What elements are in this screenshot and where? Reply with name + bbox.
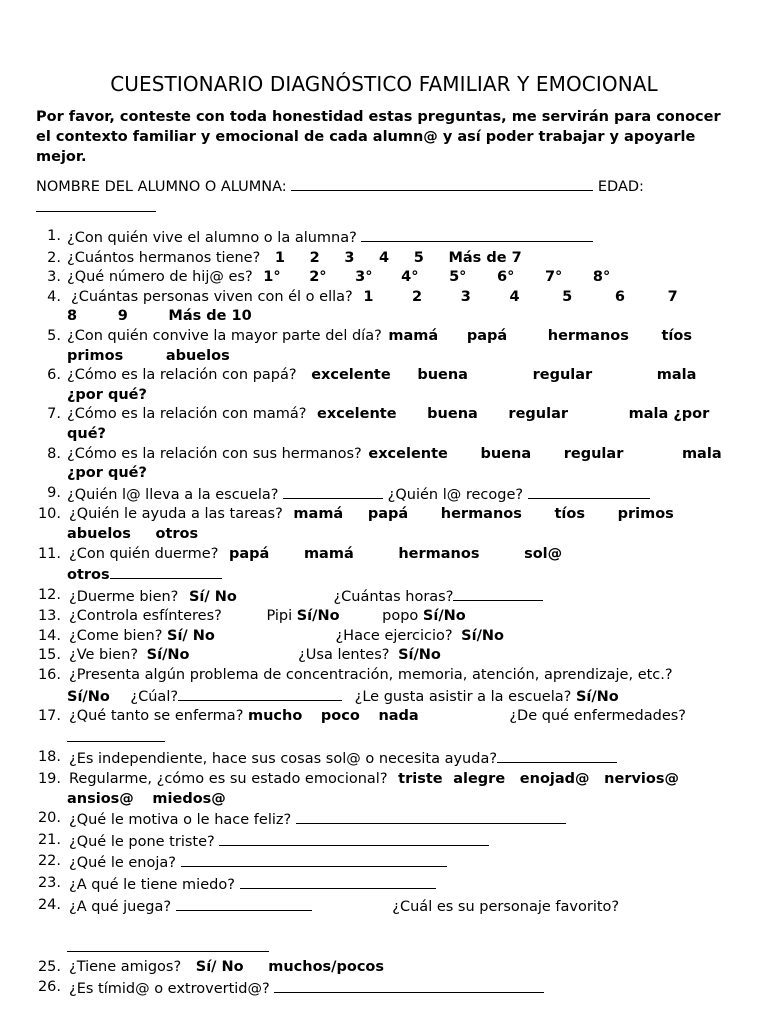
- question-list: [0, 227, 768, 1000]
- answer-field[interactable]: [528, 484, 650, 499]
- page-title: CUESTIONARIO DIAGNÓSTICO FAMILIAR Y EMOCIONAL: [110, 72, 658, 96]
- option[interactable]: primos: [617, 506, 674, 523]
- option[interactable]: mala: [681, 445, 722, 462]
- option[interactable]: 2°: [309, 269, 327, 286]
- option[interactable]: 3: [344, 249, 355, 266]
- option[interactable]: 6: [614, 288, 625, 305]
- question-21: 21. ¿Qué le pone triste?: [67, 831, 737, 853]
- option[interactable]: otros: [155, 525, 199, 542]
- option[interactable]: Sí/No: [67, 688, 110, 705]
- answer-field[interactable]: [361, 227, 593, 242]
- question-4: 4. ¿Cuántas personas viven con él o ella? 1 2 3 4 5 6 7 8 9 Más de 10: [47, 288, 678, 325]
- option[interactable]: 7°: [544, 269, 563, 286]
- option[interactable]: nervios@: [604, 771, 679, 788]
- option[interactable]: papá: [367, 506, 409, 523]
- question-16: 16. ¿Presenta algún problema de concentración, memoria, atención, aprendizaje, etc.? Sí/No ¿Cúal? ¿Le gusta asistir a la escuela? Sí/No: [37, 667, 673, 705]
- question-9: 9. ¿Quién l@ lleva a la escuela? ¿Quién l@ recoge?: [67, 484, 737, 506]
- option[interactable]: Sí/No: [398, 647, 441, 664]
- option[interactable]: 7: [667, 288, 678, 305]
- option[interactable]: tíos: [554, 506, 585, 523]
- age-field[interactable]: [36, 197, 156, 212]
- option[interactable]: buena: [480, 445, 532, 462]
- question-11: 11. ¿Con quién duerme? papá mamá hermanos sol@ otros: [37, 545, 563, 584]
- question-25: 25. ¿Tiene amigos? Sí/ No muchos/pocos: [37, 959, 385, 976]
- option[interactable]: 5: [562, 288, 573, 305]
- option[interactable]: abuelos: [67, 525, 131, 542]
- option[interactable]: papá: [229, 545, 270, 562]
- option[interactable]: buena: [417, 367, 468, 384]
- option[interactable]: muchos/pocos: [268, 959, 385, 976]
- question-19: 19. Regularme, ¿cómo es su estado emocional? triste alegre enojad@ nervios@ ansios@ miedos@: [37, 771, 679, 807]
- option[interactable]: excelente: [317, 406, 397, 423]
- option[interactable]: otros: [67, 567, 110, 584]
- option[interactable]: abuelos: [165, 347, 230, 364]
- option[interactable]: enojad@: [519, 771, 590, 788]
- question-24: 24. ¿A qué juega? ¿Cuál es su personaje favorito?: [67, 896, 737, 959]
- option[interactable]: miedos@: [152, 790, 226, 807]
- option[interactable]: Sí/No: [461, 627, 504, 644]
- option[interactable]: 2: [412, 288, 423, 305]
- option[interactable]: hermanos: [398, 545, 480, 562]
- option[interactable]: Más de 7: [448, 249, 522, 266]
- question-5: 5. ¿Con quién convive la mayor parte del día? mamá papá hermanos tíos primos abuelos: [47, 327, 692, 364]
- option[interactable]: mamá: [303, 545, 354, 562]
- question-7: 7. ¿Cómo es la relación con mamá? excelente buena regular mala ¿por qué?: [47, 406, 710, 442]
- answer-field[interactable]: [67, 727, 165, 742]
- option[interactable]: Sí/ No: [167, 627, 215, 644]
- option[interactable]: 6°: [497, 269, 515, 286]
- option[interactable]: buena: [427, 406, 478, 423]
- option[interactable]: mamá: [388, 327, 439, 344]
- answer-field[interactable]: [274, 978, 544, 993]
- option[interactable]: 4: [379, 249, 390, 266]
- option[interactable]: hermanos: [440, 506, 522, 523]
- option[interactable]: ansios@: [67, 790, 134, 807]
- answer-field[interactable]: [176, 896, 312, 911]
- option[interactable]: 5: [413, 249, 424, 266]
- option[interactable]: Sí/No: [422, 608, 466, 625]
- option[interactable]: 1°: [263, 269, 281, 286]
- question-23: 23. ¿A qué le tiene miedo?: [67, 874, 737, 896]
- question-18: 18. ¿Es independiente, hace sus cosas sol@ o necesita ayuda?: [67, 748, 737, 770]
- option[interactable]: nada: [378, 708, 419, 725]
- option[interactable]: 9: [117, 308, 128, 325]
- question-2: 2. ¿Cuántos hermanos tiene? 1 2 3 4 5 Más de 7: [47, 249, 522, 266]
- question-1: 1. ¿Con quién vive el alumno o la alumna?: [67, 227, 737, 249]
- option[interactable]: triste: [398, 771, 443, 788]
- option[interactable]: Sí/No: [575, 688, 619, 705]
- option[interactable]: 2: [309, 249, 320, 266]
- option[interactable]: mala: [656, 367, 697, 384]
- option[interactable]: 1: [363, 288, 374, 305]
- answer-field[interactable]: [497, 748, 617, 763]
- option[interactable]: 3°: [355, 269, 373, 286]
- option[interactable]: Sí/No: [296, 608, 340, 625]
- question-13: 13. ¿Controla esfínteres? Pipi Sí/No popo Sí/No: [37, 608, 466, 625]
- option[interactable]: excelente: [311, 367, 391, 384]
- question-8: 8. ¿Cómo es la relación con sus hermanos? excelente buena regular mala ¿por qué?: [47, 445, 722, 482]
- question-3: 3. ¿Qué número de hij@ es? 1° 2° 3° 4° 5° 6° 7° 8°: [47, 269, 611, 286]
- intro-text: Por favor, conteste con toda honestidad estas preguntas, me servirán para conocer el contexto familiar y emocional de cada alumn@ y así poder trabajar y apoyarle mejor.: [36, 109, 721, 165]
- question-20: 20. ¿Qué le motiva o le hace feliz?: [67, 809, 737, 831]
- question-17: 17. ¿Qué tanto se enferma? mucho poco nada ¿De qué enfermedades?: [67, 707, 737, 748]
- option[interactable]: mucho: [248, 708, 303, 725]
- age-label: EDAD:: [597, 179, 644, 195]
- answer-field[interactable]: [181, 852, 447, 867]
- question-22: 22. ¿Qué le enoja?: [67, 852, 737, 874]
- option[interactable]: regular: [563, 445, 624, 462]
- option[interactable]: sol@: [524, 545, 563, 562]
- option[interactable]: primos: [67, 347, 124, 364]
- answer-field[interactable]: [219, 831, 489, 846]
- question-15: 15. ¿Ve bien? Sí/No ¿Usa lentes? Sí/No: [37, 647, 441, 664]
- option[interactable]: tíos: [661, 327, 692, 344]
- question-12: 12. ¿Duerme bien? Sí/ No ¿Cuántas horas?: [67, 586, 737, 608]
- option[interactable]: ¿por qué?: [67, 465, 147, 482]
- question-26: 26. ¿Es tímid@ o extrovertid@?: [67, 978, 737, 1000]
- option[interactable]: mala ¿por: [628, 406, 710, 423]
- option[interactable]: Sí/ No: [195, 959, 244, 976]
- option[interactable]: 8°: [592, 269, 611, 286]
- answer-field[interactable]: [67, 937, 269, 952]
- answer-field[interactable]: [453, 586, 543, 601]
- option[interactable]: Sí/No: [146, 647, 190, 664]
- name-label: NOMBRE DEL ALUMNO O ALUMNA:: [36, 179, 287, 195]
- option[interactable]: Más de 10: [168, 308, 252, 325]
- option[interactable]: alegre: [453, 771, 506, 788]
- option[interactable]: hermanos: [547, 327, 629, 344]
- option[interactable]: 4°: [401, 269, 419, 286]
- answer-field[interactable]: [296, 809, 566, 824]
- student-name-line: [36, 176, 736, 218]
- option[interactable]: papá: [466, 327, 508, 344]
- option[interactable]: regular: [508, 406, 569, 423]
- answer-field[interactable]: [178, 686, 342, 701]
- option[interactable]: 4: [509, 288, 520, 305]
- option[interactable]: 1: [274, 249, 286, 266]
- option[interactable]: ¿por qué?: [67, 386, 147, 403]
- option[interactable]: qué?: [67, 425, 106, 442]
- option[interactable]: 3: [460, 288, 471, 305]
- name-field[interactable]: [291, 176, 593, 191]
- option[interactable]: mamá: [293, 506, 344, 523]
- option[interactable]: regular: [532, 367, 593, 384]
- answer-field[interactable]: [283, 484, 383, 499]
- option[interactable]: 8: [67, 308, 78, 325]
- option[interactable]: poco: [320, 708, 360, 725]
- option[interactable]: 5°: [449, 269, 467, 286]
- answer-field[interactable]: [110, 564, 222, 579]
- option[interactable]: excelente: [368, 445, 448, 462]
- question-10: 10. ¿Quién le ayuda a las tareas? mamá papá hermanos tíos primos abuelos otros: [37, 506, 674, 542]
- question-6: 6. ¿Cómo es la relación con papá? excelente buena regular mala ¿por qué?: [47, 367, 697, 403]
- question-14: 14. ¿Come bien? Sí/ No ¿Hace ejercicio? Sí/No: [37, 627, 504, 644]
- answer-field[interactable]: [240, 874, 436, 889]
- option[interactable]: Sí/ No: [188, 588, 237, 605]
